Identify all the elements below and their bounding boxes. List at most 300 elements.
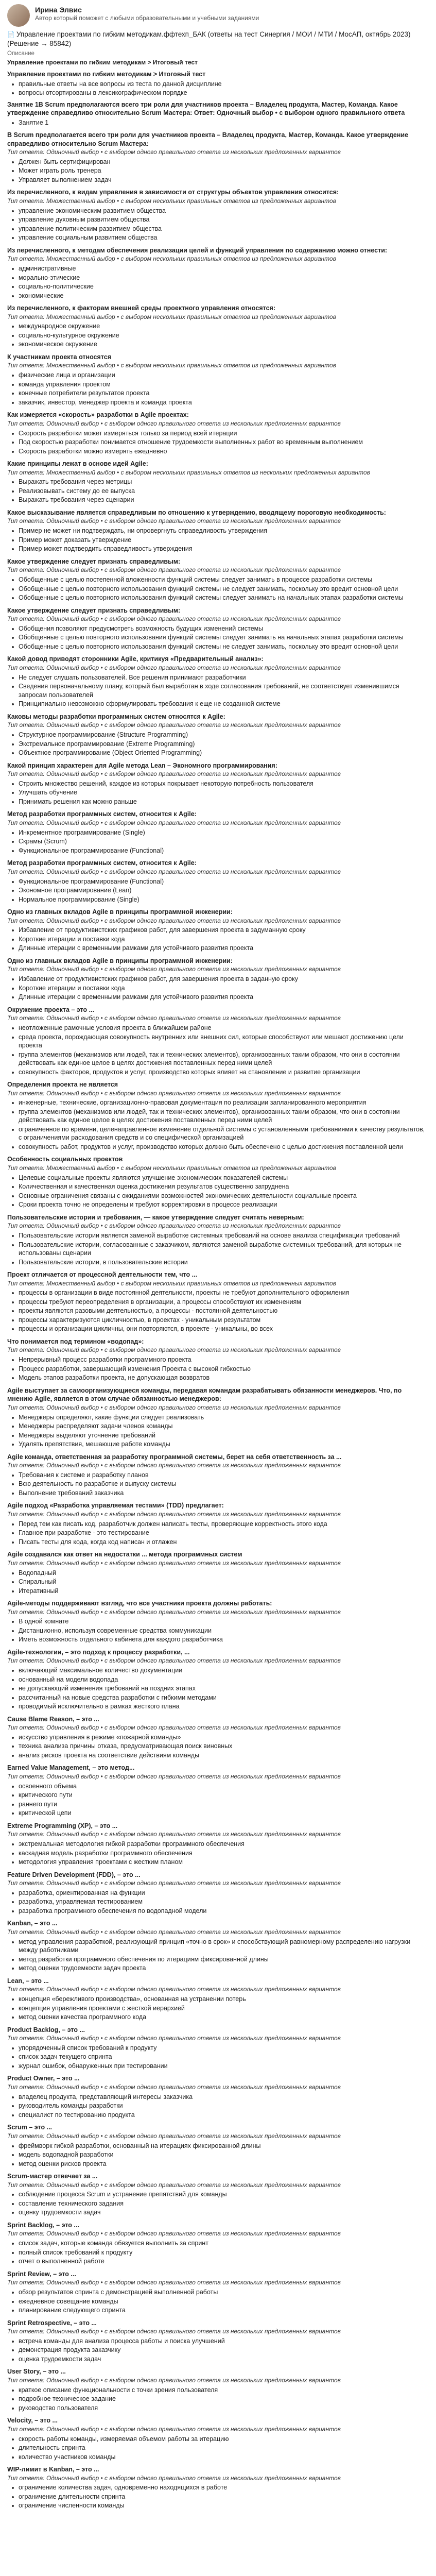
- answer-options: [7, 575, 428, 602]
- question-title: В Scrum предполагается всего три роли для участников проекта – Владелец продукта, Мастер, Команда. Какое утверждение справедливо относительно Scrum Мастера:: [7, 131, 409, 147]
- answer-type: Тип ответа: Одиночный выбор • с выбором одного правильного ответа из нескольких предложенных вариантов: [7, 721, 341, 729]
- answer-type: Тип ответа: Одиночный выбор • с выбором одного правильного ответа из нескольких предложенных вариантов: [7, 2132, 341, 2140]
- answer-option: метод оценки качества программного кода: [7, 2013, 428, 2022]
- answer-option: ограничение длительности спринта: [7, 2493, 428, 2501]
- answer-options: [7, 2239, 428, 2266]
- description-label: Описание: [7, 50, 34, 57]
- question-block: [7, 1550, 428, 1595]
- question-block: [7, 1977, 428, 2022]
- answer-options: [7, 673, 428, 708]
- question-title: Какое высказывание является справедливым по отношению к утверждению, вводящему пороговую необходимость:: [7, 509, 386, 516]
- answer-options: [7, 1617, 428, 1644]
- answer-option: Обобщения позволяют предусмотреть возможность будущих изменений системы: [7, 624, 428, 633]
- question-title: Agile подход «Разработка управляемая тестами» (TDD) предлагает:: [7, 1502, 224, 1510]
- answer-option: упорядоченный список требований к продукту: [7, 2044, 428, 2053]
- question-title: Какой довод приводят сторонники Agile, критикуя «Предварительный анализ»:: [7, 655, 264, 663]
- answer-options: [7, 2093, 428, 2120]
- author-name[interactable]: Ирина Элвис: [35, 6, 82, 14]
- question-block: [7, 1155, 428, 1209]
- answer-option: искусство управления в режиме «пожарной команды»: [7, 1733, 428, 1742]
- answer-type: Тип ответа: Одиночный выбор • с выбором одного правильного ответа из нескольких предложенных вариантов: [7, 2279, 341, 2286]
- answer-type: Тип ответа: Одиночный выбор • с выбором одного правильного ответа из нескольких предложенных вариантов: [7, 1403, 341, 1411]
- answer-options: [7, 1098, 428, 1151]
- answer-option: Длинные итерации с временными рамками для устойчивого развития проекта: [7, 944, 428, 953]
- answer-options: [7, 1413, 428, 1449]
- answer-option: Управляет выполнением задач: [7, 176, 428, 184]
- answer-type: Тип ответа: Множественный выбор • с выбором нескольких правильных ответов из предложенных вариантов: [7, 362, 336, 369]
- answer-options: [7, 2288, 428, 2315]
- answer-option: Объектное программирование (Object Oriented Programming): [7, 749, 428, 757]
- answer-type: Тип ответа: Одиночный выбор • с выбором одного правильного ответа из нескольких предложенных вариантов: [7, 1559, 341, 1567]
- answer-option: международное окружение: [7, 322, 428, 331]
- answer-option: экономическое окружение: [7, 340, 428, 349]
- answer-options: [7, 1889, 428, 1916]
- answer-options: [7, 1840, 428, 1867]
- answer-type: Тип ответа: Одиночный выбор • с выбором одного правильного ответа из нескольких предложенных вариантов: [7, 566, 341, 574]
- answer-type: Тип ответа: Одиночный выбор • с выбором одного правильного ответа из нескольких предложенных вариантов: [7, 868, 341, 875]
- answer-option: длительность спринта: [7, 2444, 428, 2452]
- question-title: Какие принципы лежат в основе идей Agile:: [7, 460, 148, 468]
- answer-type: Тип ответа: Одиночный выбор • с выбором одного правильного ответа из нескольких предложенных вариантов: [7, 2328, 341, 2335]
- answer-type: Тип ответа: Множественный выбор • с выбором нескольких правильных ответов из предложенных вариантов: [7, 313, 336, 320]
- question-block: [7, 509, 428, 553]
- question-block: [7, 1006, 428, 1076]
- answer-option: журнал ошибок, обнаруженных при тестировании: [7, 2062, 428, 2071]
- answer-option: группа элементов (механизмов или людей, так и технических элементов), организованных таким образом, что они в состоянии действовать как единое целое в целях достижения поставленных перед ними целей: [7, 1108, 428, 1125]
- answer-option: Обобщенные с целью повторного использования функций системы следует занимать на начальных этапах разработки системы: [7, 633, 428, 642]
- answer-option: список задач текущего спринта: [7, 2053, 428, 2061]
- answer-option: совокупность факторов, продуктов и услуг, производство которых влияет на становление и развитие организации: [7, 1068, 428, 1077]
- answer-options: [7, 1289, 428, 1333]
- answer-option: проекты являются разовыми деятельностью, а процессы - постоянной деятельностью: [7, 1307, 428, 1315]
- answer-option: Обобщенные с целью повторного использования функций системы не следует занимать, поскольку это вредит основной цели: [7, 642, 428, 651]
- answer-options: [7, 2337, 428, 2364]
- answer-type: Тип ответа: Одиночный выбор • с выбором одного правильного ответа из нескольких предложенных вариантов: [7, 1089, 341, 1097]
- question-block: [7, 1080, 428, 1151]
- question-title: Пользовательские истории и требования, — какое утверждение следует считать неверным:: [7, 1213, 304, 1221]
- answer-option: Пример может доказать утверждение: [7, 536, 428, 545]
- answer-option: составление технического задания: [7, 2199, 428, 2208]
- question-block: [7, 188, 428, 242]
- answer-options: [7, 1520, 428, 1547]
- question-title: Product Owner, – это ...: [7, 2075, 80, 2082]
- answer-options: [7, 1024, 428, 1076]
- answer-options: [7, 1666, 428, 1711]
- document-icon: 📄: [7, 31, 15, 38]
- answer-option: включающий максимальное количество документации: [7, 1666, 428, 1675]
- question-block: [7, 1871, 428, 1916]
- question-title: Earned Value Management, – это метод...: [7, 1764, 135, 1772]
- answer-option: Перед тем как писать код, разработчик должен написать тесты, проверяющие корректность этого кода: [7, 1520, 428, 1529]
- answer-option: Писать тесты для кода, когда код написан и отлажен: [7, 1538, 428, 1547]
- question-block: [7, 2123, 428, 2168]
- answer-option: концепция управления проектами с жесткой иерархией: [7, 2004, 428, 2013]
- question-block: [7, 2416, 428, 2461]
- answer-option: оценку трудоемкости задач: [7, 2208, 428, 2217]
- question-title: Sprint Retrospective, – это ...: [7, 2319, 97, 2327]
- question-block: [7, 411, 428, 455]
- answer-option: планирование следующего спринта: [7, 2306, 428, 2315]
- answer-option: Скрамы (Scrum): [7, 837, 428, 846]
- answer-options: [7, 1569, 428, 1596]
- answer-option: метод разработки программного обеспечения по итерациям фиксированной длины: [7, 1955, 428, 1964]
- answer-option: Структурное программирование (Structure Programming): [7, 731, 428, 739]
- answer-option: Не следует слушать пользователей. Все решения принимают разработчики: [7, 673, 428, 682]
- question-block: [7, 1453, 428, 1498]
- answer-options: [7, 1995, 428, 2022]
- answer-option: Водопадный: [7, 1569, 428, 1578]
- answer-option: метод оценки трудоемкости задач проекта: [7, 1964, 428, 1973]
- question-title: Kanban, – это ...: [7, 1920, 58, 1927]
- answer-type: Тип ответа: Одиночный выбор • с выбором одного правильного ответа из нескольких предложенных вариантов: [7, 1772, 341, 1780]
- answer-option: критического пути: [7, 1791, 428, 1800]
- question-title: Метод разработки программных систем, относится к Agile:: [7, 859, 197, 867]
- question-block: [7, 606, 428, 651]
- answer-option: Короткие итерации и поставки кода: [7, 935, 428, 944]
- answer-option: не допускающий изменения требований на поздних этапах: [7, 1684, 428, 1693]
- question-block: [7, 1648, 428, 1711]
- question-block: [7, 2270, 428, 2315]
- answer-type: Тип ответа: Одиночный выбор • с выбором одного правильного ответа из нескольких предложенных вариантов: [7, 1462, 341, 1469]
- answer-option: Экстремальное программирование (Extreme Programming): [7, 740, 428, 749]
- answer-option: анализ рисков проекта на соответствие действиям команды: [7, 1751, 428, 1760]
- question-title: Как измеряется «скорость» разработки в Agile проектах:: [7, 411, 189, 419]
- answer-option: отчет о выполненной работе: [7, 2257, 428, 2266]
- question-title: Agile-методы поддерживают взгляд, что все участники проекта должны работать:: [7, 1600, 272, 1607]
- answer-option: оценка трудоемкости задач: [7, 2355, 428, 2364]
- answer-options: [7, 2435, 428, 2462]
- answer-option: социально-культурное окружение: [7, 331, 428, 340]
- answer-option: В одной комнате: [7, 1617, 428, 1626]
- question-title: Lean, – это ...: [7, 1977, 49, 1985]
- question-block: [7, 810, 428, 855]
- answer-type: Тип ответа: Одиночный выбор • с выбором одного правильного ответа из нескольких предложенных вариантов: [7, 1724, 341, 1732]
- answer-option: среда проекта, порождающая совокупность внутренних или внешних сил, которые способствуют или мешают достижению цели проекта: [7, 1033, 428, 1050]
- answer-option: фреймворк гибкой разработки, основанный на итерациях фиксированной длины: [7, 2142, 428, 2150]
- answer-type: Тип ответа: Одиночный выбор • с выбором одного правильного ответа из нескольких предложенных вариантов: [7, 1831, 341, 1838]
- answer-type: Тип ответа: Одиночный выбор • с выбором одного правильного ответа из нескольких предложенных вариантов: [7, 2035, 341, 2042]
- answer-option: Улучшать обучение: [7, 788, 428, 797]
- answer-option: Обобщенные с целью постепенной вложенности функций системы следует занимать в процессе разработки системы: [7, 575, 428, 584]
- question-title: Feature Driven Development (FDD), – это ...: [7, 1871, 141, 1878]
- answer-option: Экономное программирование (Lean): [7, 886, 428, 895]
- question-title: Agile команда, ответственная за разработку программной системы, берет на себя ответственность за ...: [7, 1453, 342, 1461]
- answer-type: Тип ответа: Одиночный выбор • с выбором одного правильного ответа из нескольких предложенных вариантов: [7, 419, 341, 427]
- answer-options: [7, 1733, 428, 1760]
- answer-option: обзор результатов спринта с демонстрацией выполненной работы: [7, 2288, 428, 2297]
- answer-option: основанный на модели водопада: [7, 1675, 428, 1684]
- answer-option: Инкрементное программирование (Single): [7, 828, 428, 837]
- question-block: [7, 557, 428, 602]
- answer-options: [7, 1174, 428, 1209]
- question-title: Agile-технологии, – это подход к процессу разработки, ...: [7, 1648, 190, 1656]
- answer-option: демонстрация продукта заказчику: [7, 2346, 428, 2354]
- answer-option: Менеджеры определяют, какие функции следует реализовать: [7, 1413, 428, 1422]
- question-block: [7, 713, 428, 757]
- answer-options: [7, 264, 428, 300]
- preview-options: [7, 118, 428, 127]
- answer-options: [7, 322, 428, 349]
- answer-option: инженерные, технические, организационно-правовая документация по реализации запланированного мероприятия: [7, 1098, 428, 1107]
- answer-option: Главное при разработке - это тестирование: [7, 1529, 428, 1537]
- answer-option: Пользовательские истории является заменой выработке системных требований на основе анализа спецификации требований: [7, 1231, 428, 1240]
- question-title: Какое утверждение следует признать справедливым:: [7, 606, 181, 614]
- answer-type: Тип ответа: Одиночный выбор • с выбором одного правильного ответа из нескольких предложенных вариантов: [7, 1222, 341, 1230]
- answer-option: ограничение численности команды: [7, 2501, 428, 2510]
- question-title: Какое утверждение следует признать справедливым:: [7, 557, 181, 565]
- answer-option: административные: [7, 264, 428, 273]
- answer-option: Количественная и качественная оценка достижения результатов существенно затруднена: [7, 1182, 428, 1191]
- document-title-row: [7, 30, 428, 48]
- answer-option: раннего пути: [7, 1800, 428, 1809]
- question-title: Scrum-мастер отвечает за ...: [7, 2173, 98, 2180]
- question-block: [7, 2465, 428, 2510]
- answer-type: Тип ответа: Одиночный выбор • с выбором одного правильного ответа из нескольких предложенных вариантов: [7, 1014, 341, 1022]
- answer-option: Всю деятельность по разработке и выпуску системы: [7, 1480, 428, 1488]
- answer-option: ограничение количества задач, одновременно находящихся в работе: [7, 2483, 428, 2492]
- answer-option: экономические: [7, 292, 428, 300]
- answer-type: Тип ответа: Одиночный выбор • с выбором одного правильного ответа из нескольких предложенных вариантов: [7, 148, 341, 156]
- questions-list: [7, 131, 428, 2510]
- question-title: Что понимается под термином «водопад»:: [7, 1337, 144, 1345]
- answer-type: Тип ответа: Одиночный выбор • с выбором одного правильного ответа из нескольких предложенных вариантов: [7, 819, 341, 826]
- answer-option: Может играть роль тренера: [7, 166, 428, 175]
- answer-option: процессы в организации в виде постоянной деятельности, проекты не требуют дополнительного оформления: [7, 1289, 428, 1297]
- answer-option: заказчик, инвестор, менеджер проекта и команда проекта: [7, 398, 428, 407]
- answer-option: Итеративный: [7, 1587, 428, 1596]
- answer-option: Спиральный: [7, 1578, 428, 1586]
- answer-type: Тип ответа: Одиночный выбор • с выбором одного правильного ответа из нескольких предложенных вариантов: [7, 1928, 341, 1936]
- avatar[interactable]: [7, 4, 30, 27]
- question-block: [7, 246, 428, 300]
- answer-option: группа элементов (механизмов или людей, так и технических элементов), организованных таким образом, что они в состоянии действовать как единое целое в целях достижения поставленных перед ними целей: [7, 1050, 428, 1067]
- answer-option: техника анализа причины отказа, предусматривающая поиск виновных: [7, 1742, 428, 1751]
- answer-options: [7, 975, 428, 1002]
- question-block: [7, 1270, 428, 1333]
- answer-option: совокупность работ, продуктов и услуг, производство которых должно быть обеспечено с целью достижения поставленной цели: [7, 1143, 428, 1151]
- answer-option: управление духовным развитием общества: [7, 215, 428, 224]
- answer-type: Тип ответа: Множественный выбор • с выбором нескольких правильных ответов из предложенных вариантов: [7, 197, 336, 205]
- answer-option: Сведения первоначальному плану, который был выработан в ходе согласования требований, не соответствует изменившимся запросам пользователей: [7, 682, 428, 699]
- answer-option: Целевые социальные проекты являются улучшение экономических показателей системы: [7, 1174, 428, 1182]
- answer-option: руководство пользователя: [7, 2404, 428, 2413]
- answer-type: Тип ответа: Одиночный выбор • с выбором одного правильного ответа из нескольких предложенных вариантов: [7, 615, 341, 623]
- answer-options: [7, 731, 428, 757]
- answer-option: освоенного объема: [7, 1782, 428, 1791]
- question-title: Sprint Backlog, – это ...: [7, 2221, 79, 2229]
- answer-option: проводимый исключительно в рамках жесткого плана: [7, 1702, 428, 1711]
- question-title: Extreme Programming (XP), – это ...: [7, 1822, 118, 1829]
- question-block: [7, 1501, 428, 1546]
- question-title: Из перечисленного, к видам управления в зависимости от структуры объектов управления относится:: [7, 189, 339, 196]
- answer-option: Под скоростью разработки понимается отношение трудоемкости выполненных работ во временным выполнением: [7, 438, 428, 447]
- answer-option: ограниченное по времени, целенаправленное изменение отдельной системы с установленными требованиями к качеству результатов, с ограничениями расходования средств и со специфической организацией: [7, 1125, 428, 1142]
- preview-section: [7, 70, 428, 127]
- answer-options: [7, 1231, 428, 1266]
- answer-options: [7, 2386, 428, 2413]
- answer-options: [7, 429, 428, 456]
- answer-option: разработка, ориентированная на функции: [7, 1889, 428, 1897]
- question-title: Метод разработки программных систем, относится к Agile:: [7, 810, 197, 818]
- question-title: Из перечисленного, к факторам внешней среды проектного управления относятся:: [7, 304, 275, 312]
- author-description: Автор который поможет с любыми образовательными и учебными заданиями: [35, 14, 259, 22]
- answer-option: Модель этапов разработки проекта, не допускающая возвратов: [7, 1374, 428, 1382]
- document-title: Управление проектами по гибким методикам.ффтехп_БАК (ответы на тест Синергия / МОИ / МТИ / МосАП, октябрь 2023) (Решение → 85842): [7, 30, 411, 47]
- question-block: [7, 131, 428, 184]
- answer-option: разработка, управляемая тестированием: [7, 1897, 428, 1906]
- answer-option: процессы и организации цикличны, они повторяются, в проекте - уникальны, во всех: [7, 1325, 428, 1333]
- answer-option: владелец продукта, представляющий интересы заказчика: [7, 2093, 428, 2102]
- answer-option: Выполнение требований заказчика: [7, 1489, 428, 1498]
- answer-type: Тип ответа: Одиночный выбор • с выбором одного правильного ответа из нескольких предложенных вариантов: [7, 2083, 341, 2091]
- answer-type: Тип ответа: Одиночный выбор • с выбором одного правильного ответа из нескольких предложенных вариантов: [7, 1346, 341, 1354]
- answer-type: Тип ответа: Одиночный выбор • с выбором одного правильного ответа из нескольких предложенных вариантов: [7, 1986, 341, 1993]
- question-title: Одно из главных вкладов Agile в принципы программной инженерии:: [7, 908, 233, 916]
- answer-option: Требования к системе и разработку планов: [7, 1471, 428, 1480]
- answer-option: рассчитанный на новые средства разработки с гибкими методами: [7, 1693, 428, 1702]
- answer-option: модель водопадной разработки: [7, 2150, 428, 2159]
- answer-type: Тип ответа: Одиночный выбор • с выбором одного правильного ответа из нескольких предложенных вариантов: [7, 1657, 341, 1665]
- answer-option: Принципиально невозможно сформулировать требования к еще не созданной системе: [7, 700, 428, 708]
- answer-options: [7, 1782, 428, 1818]
- question-block: [7, 859, 428, 904]
- answer-option: скорость работы команды, измеряемая объемом работы за итерацию: [7, 2435, 428, 2444]
- question-title: Velocity, – это ...: [7, 2417, 58, 2425]
- answer-option: список задач, которые команда обязуется выполнить за спринт: [7, 2239, 428, 2248]
- preview-option: Занятие 1: [7, 118, 428, 127]
- question-title: Особенность социальных проектов: [7, 1156, 123, 1163]
- question-title: User Story, – это ...: [7, 2368, 66, 2376]
- answer-type: Тип ответа: Одиночный выбор • с выбором одного правильного ответа из нескольких предложенных вариантов: [7, 1510, 341, 1518]
- answer-options: [7, 1938, 428, 1973]
- answer-options: [7, 2142, 428, 2168]
- answer-option: Выражать требования через сценарии: [7, 496, 428, 504]
- answer-option: Длинные итерации с временными рамками для устойчивого развития проекта: [7, 993, 428, 1002]
- question-block: [7, 353, 428, 406]
- answer-option: социально-политические: [7, 282, 428, 291]
- answer-option: Должен быть сертифицирован: [7, 158, 428, 166]
- answer-options: [7, 2483, 428, 2510]
- answer-type: Тип ответа: Множественный выбор • с выбором нескольких правильных ответов из предложенных вариантов: [7, 255, 336, 263]
- answer-option: краткое описание функциональности с точки зрения пользователя: [7, 2386, 428, 2395]
- answer-options: [7, 877, 428, 904]
- answer-option: морально-этические: [7, 274, 428, 282]
- answer-option: Пример не может ни подтверждать, ни опровергнуть справедливость утверждения: [7, 527, 428, 535]
- question-title: Какой принцип характерен для Agile метода Lean – Экономного программирования:: [7, 761, 277, 769]
- question-block: [7, 2221, 428, 2266]
- answer-options: [7, 1471, 428, 1498]
- question-block: [7, 1599, 428, 1644]
- question-title: Cause Blame Reason, – это ...: [7, 1715, 99, 1723]
- question-title: Agile создавался как ответ на недостатки ... метода программных систем: [7, 1551, 242, 1558]
- answer-option: Иметь возможность отдельного кабинета для каждого разработчика: [7, 1635, 428, 1644]
- author-header: [7, 4, 428, 27]
- answer-option: полный список требований к продукту: [7, 2248, 428, 2257]
- question-block: [7, 2319, 428, 2364]
- preview-question: [7, 70, 428, 97]
- answer-type: Тип ответа: Одиночный выбор • с выбором одного правильного ответа из нескольких предложенных вариантов: [7, 1608, 341, 1616]
- answer-option: физические лица и организации: [7, 371, 428, 380]
- answer-option: Пример может подтвердить справедливость утверждения: [7, 545, 428, 553]
- question-block: [7, 1764, 428, 1817]
- question-block: [7, 1919, 428, 1972]
- answer-options: [7, 371, 428, 406]
- answer-option: встреча команды для анализа процесса работы и поиска улучшений: [7, 2337, 428, 2346]
- question-title: Agile выступает за самоорганизующиеся команды, передавая командам разрабатывать обязанности менеджеров. Что, по мнению Agile, является в этом случае обязанностью менеджеров:: [7, 1386, 402, 1403]
- author-info: [35, 4, 259, 22]
- question-block: [7, 2026, 428, 2071]
- answer-options: [7, 624, 428, 651]
- answer-option: Пользовательские истории, согласованные с заказчиком, являются заменой выработке системных требований, для которых не использованы сценарии: [7, 1241, 428, 1258]
- preview-question-title: Занятие 1B Scrum предполагаются всего три роли для участников проекта – Владелец продукта, Мастер, Команда. Какое утверждение справедливо относительно Scrum Мастера: Ответ: Одночный выбор • с выбором одного правильного ответа: [7, 100, 405, 117]
- question-block: [7, 2367, 428, 2412]
- answer-option: Основные ограничения связаны с ожиданиями возможностей экономических деятельности социальные проекта: [7, 1192, 428, 1200]
- answer-option: руководитель команды разработки: [7, 2102, 428, 2110]
- question-title: Одно из главных вкладов Agile в принципы программной инженерии:: [7, 957, 233, 964]
- answer-type: Тип ответа: Одиночный выбор • с выбором одного правильного ответа из нескольких предложенных вариантов: [7, 2474, 341, 2482]
- question-title: К участникам проекта относятся: [7, 353, 111, 361]
- answer-option: управление социальным развитием общества: [7, 233, 428, 242]
- answer-option: методология управления проектами с жестким планом: [7, 1858, 428, 1867]
- question-block: [7, 1822, 428, 1867]
- answer-type: Тип ответа: Одиночный выбор • с выбором одного правильного ответа из нескольких предложенных вариантов: [7, 517, 341, 525]
- answer-type: Тип ответа: Одиночный выбор • с выбором одного правильного ответа из нескольких предложенных вариантов: [7, 2230, 341, 2238]
- answer-type: Тип ответа: Одиночный выбор • с выбором одного правильного ответа из нескольких предложенных вариантов: [7, 2425, 341, 2433]
- question-title: Каковы методы разработки программных систем относятся к Agile:: [7, 713, 225, 720]
- answer-option: Пользовательские истории, в пользовательские истории: [7, 1258, 428, 1267]
- question-block: [7, 2074, 428, 2119]
- answer-options: [7, 478, 428, 504]
- answer-option: управление экономическим развитием общества: [7, 207, 428, 215]
- answer-options: [7, 828, 428, 855]
- preview-question: [7, 100, 428, 127]
- answer-options: [7, 779, 428, 806]
- answer-option: Короткие итерации и поставки кода: [7, 984, 428, 993]
- answer-type: Тип ответа: Одиночный выбор • с выбором одного правильного ответа из нескольких предложенных вариантов: [7, 2376, 341, 2384]
- answer-type: Тип ответа: Множественный выбор • с выбором нескольких правильных ответов из предложенных вариантов: [7, 1164, 336, 1172]
- answer-options: [7, 207, 428, 242]
- answer-option: каскадная модель разработки программного обеспечения: [7, 1849, 428, 1858]
- answer-option: Дистанционно, используя современные средства коммуникации: [7, 1626, 428, 1635]
- answer-options: [7, 158, 428, 184]
- question-block: [7, 908, 428, 953]
- question-block: [7, 761, 428, 806]
- answer-option: Избавление от продуктивистских графиков работ, для завершения проекта в заданную сроку: [7, 975, 428, 984]
- preview-question-title: Управление проектами по гибким методикам > Итоговый тест: [7, 71, 206, 78]
- question-title: Определения проекта не является: [7, 1081, 118, 1089]
- answer-option: Функциональное программирование (Functional): [7, 846, 428, 855]
- answer-option: Непрерывный процесс разработки программного проекта: [7, 1355, 428, 1364]
- answer-option: Принимать решения как можно раньше: [7, 798, 428, 806]
- answer-type: Тип ответа: Одиночный выбор • с выбором одного правильного ответа из нескольких предложенных вариантов: [7, 770, 341, 778]
- answer-option: команда управления проектом: [7, 380, 428, 389]
- answer-option: управление политическим развитием общества: [7, 225, 428, 233]
- answer-option: процессы характеризуются цикличностью, в проектах - уникальным результатом: [7, 1316, 428, 1325]
- answer-type: Тип ответа: Одиночный выбор • с выбором одного правильного ответа из нескольких предложенных вариантов: [7, 917, 341, 924]
- answer-type: Тип ответа: Одиночный выбор • с выбором одного правильного ответа из нескольких предложенных вариантов: [7, 965, 341, 973]
- answer-option: Обобщенные с целью повторного использования функций системы следует занимать на начальных этапах разработки системы: [7, 594, 428, 602]
- answer-option: Реализовывать систему до ее выпуска: [7, 487, 428, 496]
- answer-option: Избавление от продуктивистских графиков работ, для завершения проекта в задуманную сроку: [7, 926, 428, 935]
- answer-options: [7, 2044, 428, 2071]
- question-block: [7, 1715, 428, 1760]
- question-block: [7, 655, 428, 708]
- answer-option: концепция «бережливого производства», основанная на устранении потерь: [7, 1995, 428, 2004]
- question-block: [7, 460, 428, 504]
- document-description: Управление проектами по гибким методикам > Итоговый тест: [7, 59, 198, 66]
- question-block: [7, 1337, 428, 1382]
- question-title: WIP-лимит в Kanban, – это ...: [7, 2466, 99, 2473]
